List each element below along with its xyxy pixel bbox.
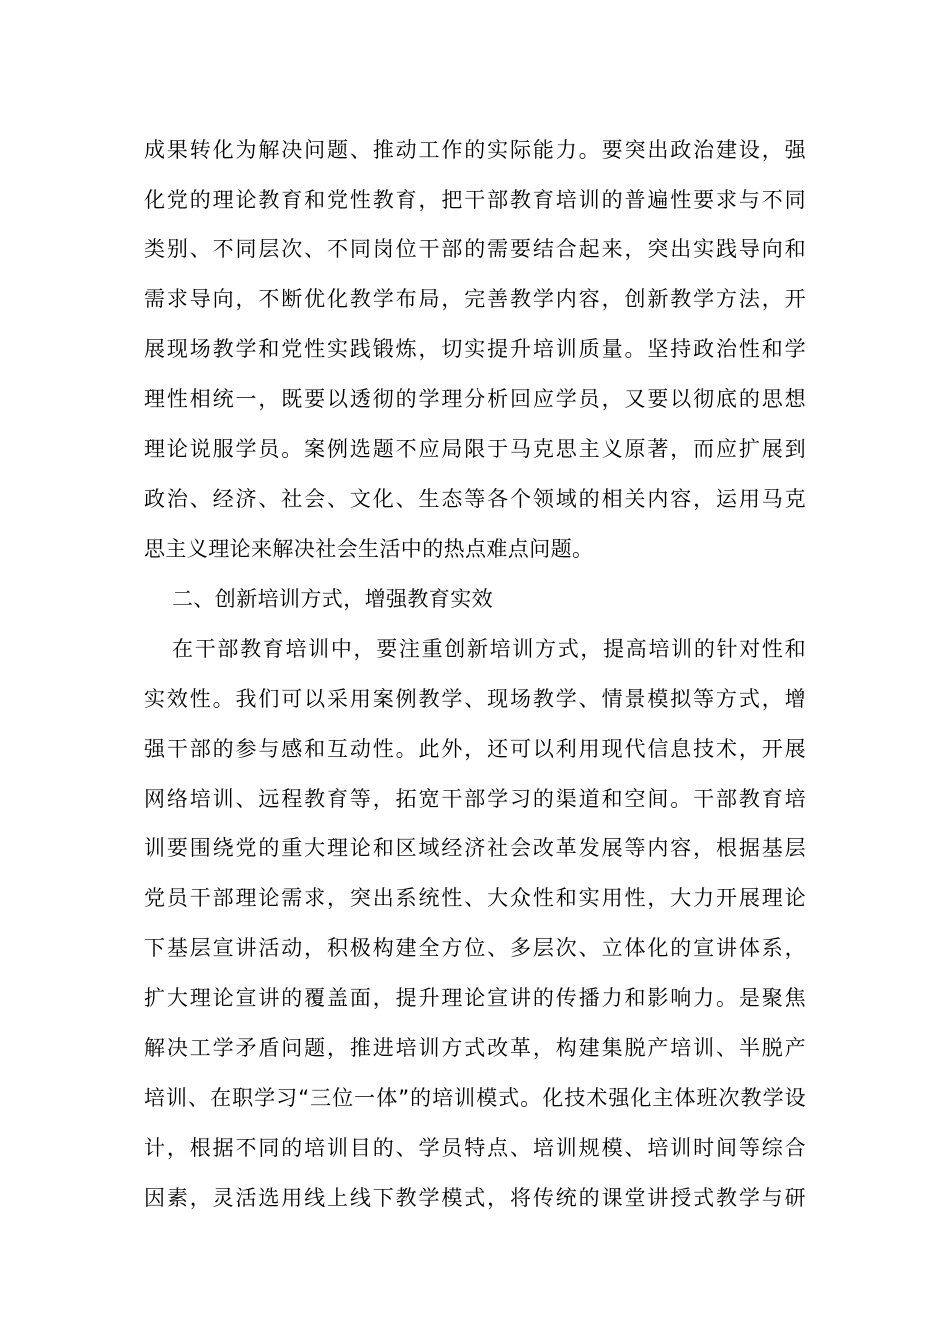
body-text-line: 强干部的参与感和互动性。此外，还可以利用现代信息技术，开展 xyxy=(144,737,806,761)
body-text-line: 扩大理论宣讲的覆盖面，提升理论宣讲的传播力和影响力。是聚焦 xyxy=(144,986,806,1010)
body-text-line: 化党的理论教育和党性教育，把干部教育培训的普遍性要求与不同 xyxy=(144,188,806,212)
body-text-line: 因素，灵活选用线上线下教学模式，将传统的课堂讲授式教学与研 xyxy=(144,1186,806,1210)
body-text-line: 训要围绕党的重大理论和区域经济社会改革发展等内容，根据基层 xyxy=(144,836,806,860)
body-text-line: 思主义理论来解决社会生活中的热点难点问题。 xyxy=(144,537,594,561)
body-text-line: 类别、不同层次、不同岗位干部的需要结合起来，突出实践导向和 xyxy=(144,237,806,261)
body-text-line: 解决工学矛盾问题，推进培训方式改革，构建集脱产培训、半脱产 xyxy=(144,1036,806,1060)
body-text-line: 理论说服学员。案例选题不应局限于马克思主义原著，而应扩展到 xyxy=(144,437,806,461)
body-text-line: 党员干部理论需求，突出系统性、大众性和实用性，大力开展理论 xyxy=(144,886,806,910)
body-text-line: 展现场教学和党性实践锻炼，切实提升培训质量。坚持政治性和学 xyxy=(144,337,806,361)
section-heading: 二、创新培训方式，增强教育实效 xyxy=(172,587,493,611)
body-text-line: 在干部教育培训中，要注重创新培训方式，提高培训的针对性和 xyxy=(172,637,806,661)
body-text-line: 下基层宣讲活动，积极构建全方位、多层次、立体化的宣讲体系， xyxy=(144,936,806,960)
body-text-line: 理性相统一，既要以透彻的学理分析回应学员，又要以彻底的思想 xyxy=(144,387,806,411)
body-text-line: 计，根据不同的培训目的、学员特点、培训规模、培训时间等综合 xyxy=(144,1136,806,1160)
body-text-line: 培训、在职学习“三位一体”的培训模式。化技术强化主体班次教学设 xyxy=(144,1086,806,1110)
body-text-line: 实效性。我们可以采用案例教学、现场教学、情景模拟等方式，增 xyxy=(144,687,806,711)
body-text-line: 网络培训、远程教育等，拓宽干部学习的渠道和空间。干部教育培 xyxy=(144,787,806,811)
body-text-line: 成果转化为解决问题、推动工作的实际能力。要突出政治建设，强 xyxy=(144,138,806,162)
body-text-line: 需求导向，不断优化教学布局，完善教学内容，创新教学方法，开 xyxy=(144,287,806,311)
body-text-line: 政治、经济、社会、文化、生态等各个领域的相关内容，运用马克 xyxy=(144,487,806,511)
